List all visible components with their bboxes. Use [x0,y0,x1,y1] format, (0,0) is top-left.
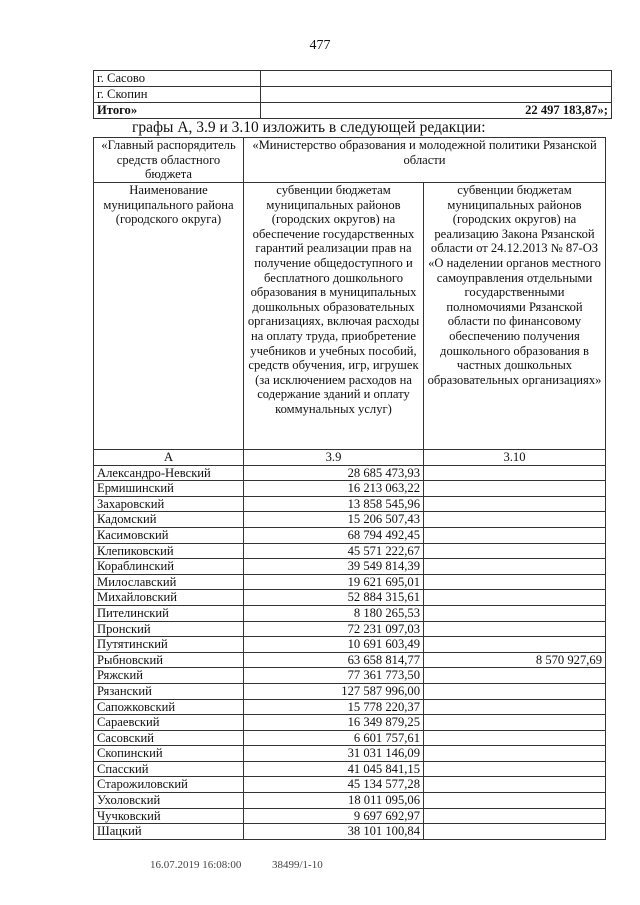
table-row [94,699,606,715]
value-3-10 [424,808,606,824]
value-3-10 [424,715,606,731]
district-name: Сасовский [94,730,244,746]
district-name: Чучковский [94,808,244,824]
district-name: Пронский [94,621,244,637]
value-3-9: 63 658 814,77 [244,652,424,668]
table-row [94,574,606,590]
value-3-10 [424,668,606,684]
value-3-10 [424,527,606,543]
table-row [94,683,606,699]
district-name: Пителинский [94,605,244,621]
district-name: Путятинский [94,637,244,653]
value-3-9: 16 349 879,25 [244,715,424,731]
table-row [94,777,606,793]
column-codes-row [94,450,606,466]
value-3-9: 45 571 222,67 [244,543,424,559]
total-label: Итого» [94,103,261,119]
admin-label: «Главный распорядитель средств областного бюджета [94,138,244,183]
value-3-9: 68 794 492,45 [244,527,424,543]
table-row [94,71,612,87]
table-row [94,746,606,762]
district-name: Рязанский [94,683,244,699]
col-code: А [94,450,244,466]
district-name: Милославский [94,574,244,590]
col-310-header: субвенции бюджетам муниципальных районов (городских округов) на реализацию Закона Рязанской области от 24.12.2013 № 87-ОЗ «О наделении органов местного самоуправления отдельными государственными полномочиями Рязанской области по финансовому обеспечению получения дошкольного образования в частных дошкольных образовательных организациях» [424,183,606,450]
previous-table [93,70,612,119]
table-row [94,793,606,809]
district-name: Захаровский [94,496,244,512]
district-name: Ряжский [94,668,244,684]
col-code: 3.10 [424,450,606,466]
header-row-columns [94,183,606,450]
value-3-9: 127 587 996,00 [244,683,424,699]
table-row [94,605,606,621]
row-name: г. Сасово [94,71,261,87]
value-3-10 [424,621,606,637]
table-row [94,496,606,512]
col-name-header: Наименование муниципального района (городского округа) [94,183,244,450]
value-3-9: 9 697 692,97 [244,808,424,824]
value-3-10 [424,761,606,777]
value-3-10 [424,559,606,575]
value-3-10 [424,824,606,840]
district-name: Кадомский [94,512,244,528]
table-row [94,481,606,497]
district-name: Касимовский [94,527,244,543]
lead-text: графы А, 3.9 и 3.10 изложить в следующей редакции: [132,119,486,136]
row-value [261,87,612,103]
value-3-10 [424,590,606,606]
value-3-9: 8 180 265,53 [244,605,424,621]
value-3-9: 39 549 814,39 [244,559,424,575]
total-value: 22 497 183,87»; [261,103,612,119]
district-name: Скопинский [94,746,244,762]
value-3-10 [424,746,606,762]
district-name: Кораблинский [94,559,244,575]
table-row [94,527,606,543]
district-name: Сапожковский [94,699,244,715]
district-name: Михайловский [94,590,244,606]
value-3-10 [424,793,606,809]
row-value [261,71,612,87]
footer-timestamp: 16.07.2019 16:08:00 [150,859,242,871]
value-3-10 [424,512,606,528]
value-3-10 [424,574,606,590]
value-3-9: 10 691 603,49 [244,637,424,653]
table-row [94,465,606,481]
page-number: 477 [309,38,331,53]
value-3-9: 52 884 315,61 [244,590,424,606]
value-3-9: 31 031 146,09 [244,746,424,762]
col-39-header: субвенции бюджетам муниципальных районов (городских округов) на обеспечение государственных гарантий реализации прав на получение общедоступного и бесплатного дошкольного образования в муниципальных дошкольных образовательных организациях, включая расходы на оплату труда, приобретение учебников и учебных пособий, средств обучения, игр, игрушек (за исключением расходов на содержание зданий и оплату коммунальных услуг) [244,183,424,450]
value-3-10 [424,543,606,559]
value-3-9: 19 621 695,01 [244,574,424,590]
table-row [94,621,606,637]
table-row [94,590,606,606]
admin-value: «Министерство образования и молодежной политики Рязанской области [244,138,606,183]
value-3-10 [424,496,606,512]
table-row [94,730,606,746]
total-row [94,103,612,119]
value-3-9: 28 685 473,93 [244,465,424,481]
table-row [94,652,606,668]
row-name: г. Скопин [94,87,261,103]
header-row-admin [94,138,606,183]
value-3-10: 8 570 927,69 [424,652,606,668]
table-row [94,808,606,824]
value-3-9: 16 213 063,22 [244,481,424,497]
table-row [94,512,606,528]
value-3-10 [424,777,606,793]
district-name: Спасский [94,761,244,777]
value-3-9: 41 045 841,15 [244,761,424,777]
table-row [94,824,606,840]
value-3-10 [424,637,606,653]
value-3-10 [424,683,606,699]
value-3-10 [424,730,606,746]
table-row [94,668,606,684]
value-3-10 [424,605,606,621]
district-name: Старожиловский [94,777,244,793]
value-3-9: 15 206 507,43 [244,512,424,528]
district-name: Рыбновский [94,652,244,668]
value-3-10 [424,699,606,715]
subsidy-table [93,137,606,840]
col-code: 3.9 [244,450,424,466]
value-3-9: 77 361 773,50 [244,668,424,684]
table-row [94,715,606,731]
district-name: Ухоловский [94,793,244,809]
value-3-9: 6 601 757,61 [244,730,424,746]
value-3-9: 72 231 097,03 [244,621,424,637]
district-name: Шацкий [94,824,244,840]
value-3-9: 13 858 545,96 [244,496,424,512]
district-name: Клепиковский [94,543,244,559]
value-3-9: 15 778 220,37 [244,699,424,715]
table-row [94,559,606,575]
value-3-9: 18 011 095,06 [244,793,424,809]
table-row [94,637,606,653]
table-row [94,761,606,777]
district-name: Сараевский [94,715,244,731]
value-3-10 [424,481,606,497]
footer-doc-id: 38499/1-10 [272,859,323,871]
value-3-9: 45 134 577,28 [244,777,424,793]
table-row [94,543,606,559]
value-3-9: 38 101 100,84 [244,824,424,840]
value-3-10 [424,465,606,481]
district-name: Александро-Невский [94,465,244,481]
table-row [94,87,612,103]
district-name: Ермишинский [94,481,244,497]
